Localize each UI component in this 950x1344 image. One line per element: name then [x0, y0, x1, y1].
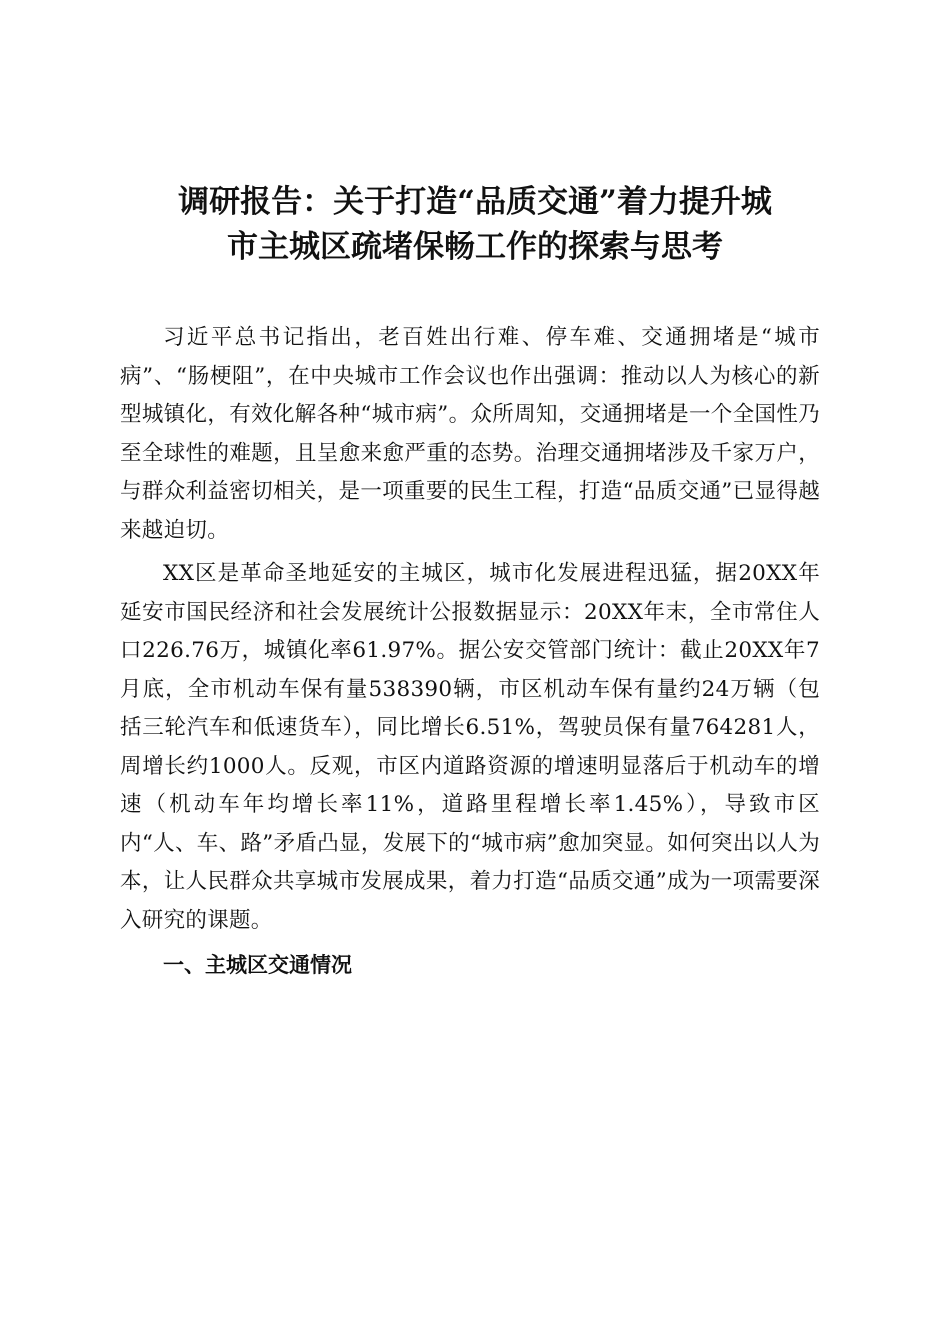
title-line-1: 调研报告：关于打造“品质交通”着力提升城	[178, 184, 772, 220]
document-title	[100, 180, 850, 270]
intro-paragraph: 习近平总书记指出，老百姓出行难、停车难、交通拥堵是“城市病”、“肠梗阻”，在中央城市工作会议也作出强调：推动以人为核心的新型城镇化，有效化解各种“城市病”。众所周知，交通拥堵是一个全国性乃至全球性的难题，且呈愈来愈严重的态势。治理交通拥堵涉及千家万户，与群众利益密切相关，是一项重要的民生工程，打造“品质交通”已显得越来越迫切。	[120, 325, 820, 543]
document-body	[120, 319, 820, 985]
section-heading: 一、主城区交通情况	[163, 953, 352, 977]
title-line-2: 市主城区疏堵保畅工作的探索与思考	[227, 229, 723, 265]
background-paragraph: XX区是革命圣地延安的主城区，城市化发展进程迅猛，据20XX年延安市国民经济和社会发展统计公报数据显示：20XX年末，全市常住人口226.76万，城镇化率61.97%。据公安交管部门统计：截止20XX年7月底，全市机动车保有量538390辆，市区机动车保有量约24万辆（包括三轮汽车和低速货车），同比增长6.51%，驾驶员保有量764281人，周增长约1000人。反观，市区内道路资源的增速明显落后于机动车的增速（机动车年均增长率11%，道路里程增长率1.45%），导致市区内“人、车、路”矛盾凸显，发展下的“城市病”愈加突显。如何突出以人为本，让人民群众共享城市发展成果，着力打造“品质交通”成为一项需要深入研究的课题。	[120, 561, 820, 933]
